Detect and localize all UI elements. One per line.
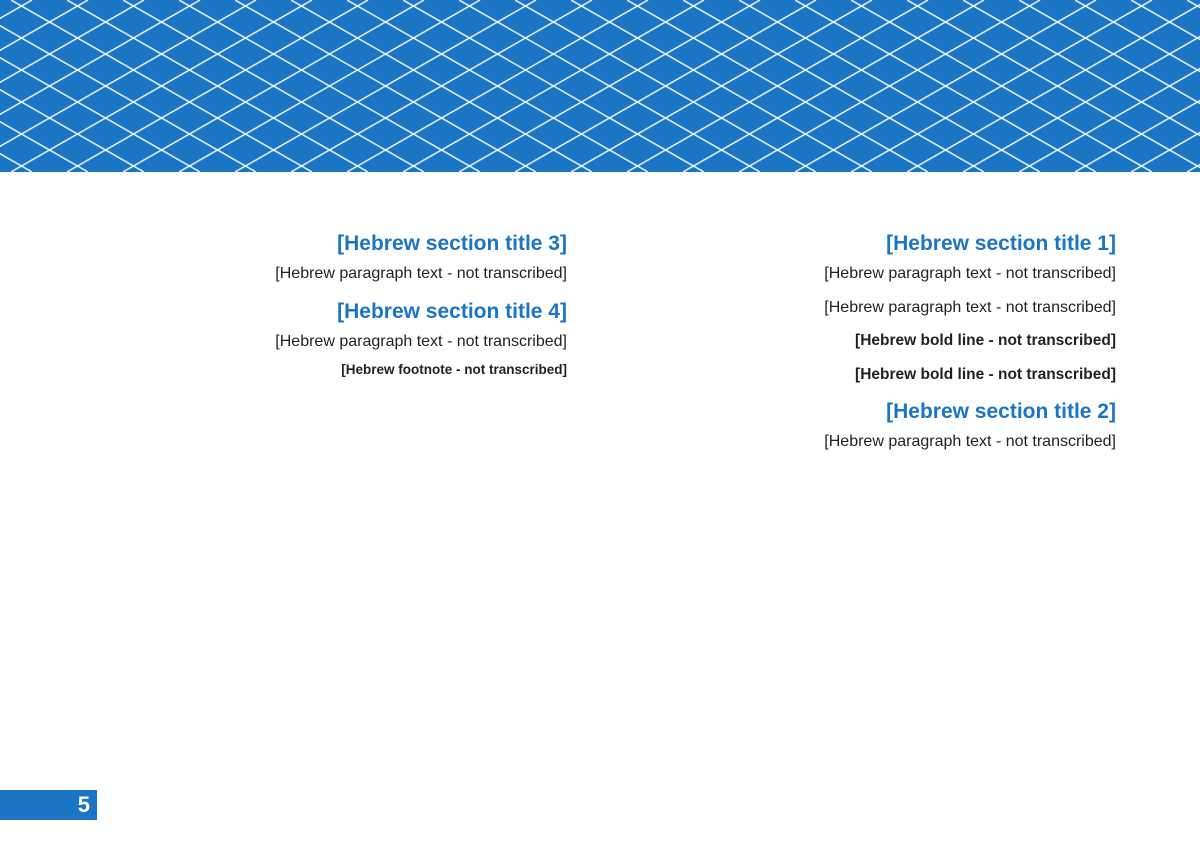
section-title: [Hebrew section title 1]	[886, 232, 1116, 255]
section-strong-line: [Hebrew bold line - not transcribed]	[855, 332, 1116, 349]
right-column	[611, 230, 1116, 466]
section-title: [Hebrew section title 4]	[337, 299, 567, 323]
section-2	[611, 398, 1116, 456]
left-column	[71, 230, 567, 393]
diamond-lattice-pattern	[0, 0, 1200, 172]
section-3	[71, 230, 567, 288]
section-title: [Hebrew section title 2]	[886, 400, 1116, 423]
section-1	[611, 230, 1116, 388]
section-4	[71, 298, 567, 384]
section-footnote: [Hebrew footnote - not transcribed]	[341, 362, 567, 377]
section-paragraph: [Hebrew paragraph text - not transcribed]	[275, 265, 567, 282]
section-title: [Hebrew section title 3]	[337, 232, 567, 255]
section-paragraph: [Hebrew paragraph text - not transcribed]	[275, 332, 567, 350]
section-paragraph: [Hebrew paragraph text - not transcribed]	[824, 298, 1116, 316]
section-paragraph: [Hebrew paragraph text - not transcribed]	[824, 265, 1116, 282]
section-strong-line: [Hebrew bold line - not transcribed]	[855, 365, 1116, 383]
header-pattern-band	[0, 0, 1200, 172]
section-paragraph: [Hebrew paragraph text - not transcribed]	[824, 433, 1116, 450]
page-number: 5	[0, 790, 97, 820]
